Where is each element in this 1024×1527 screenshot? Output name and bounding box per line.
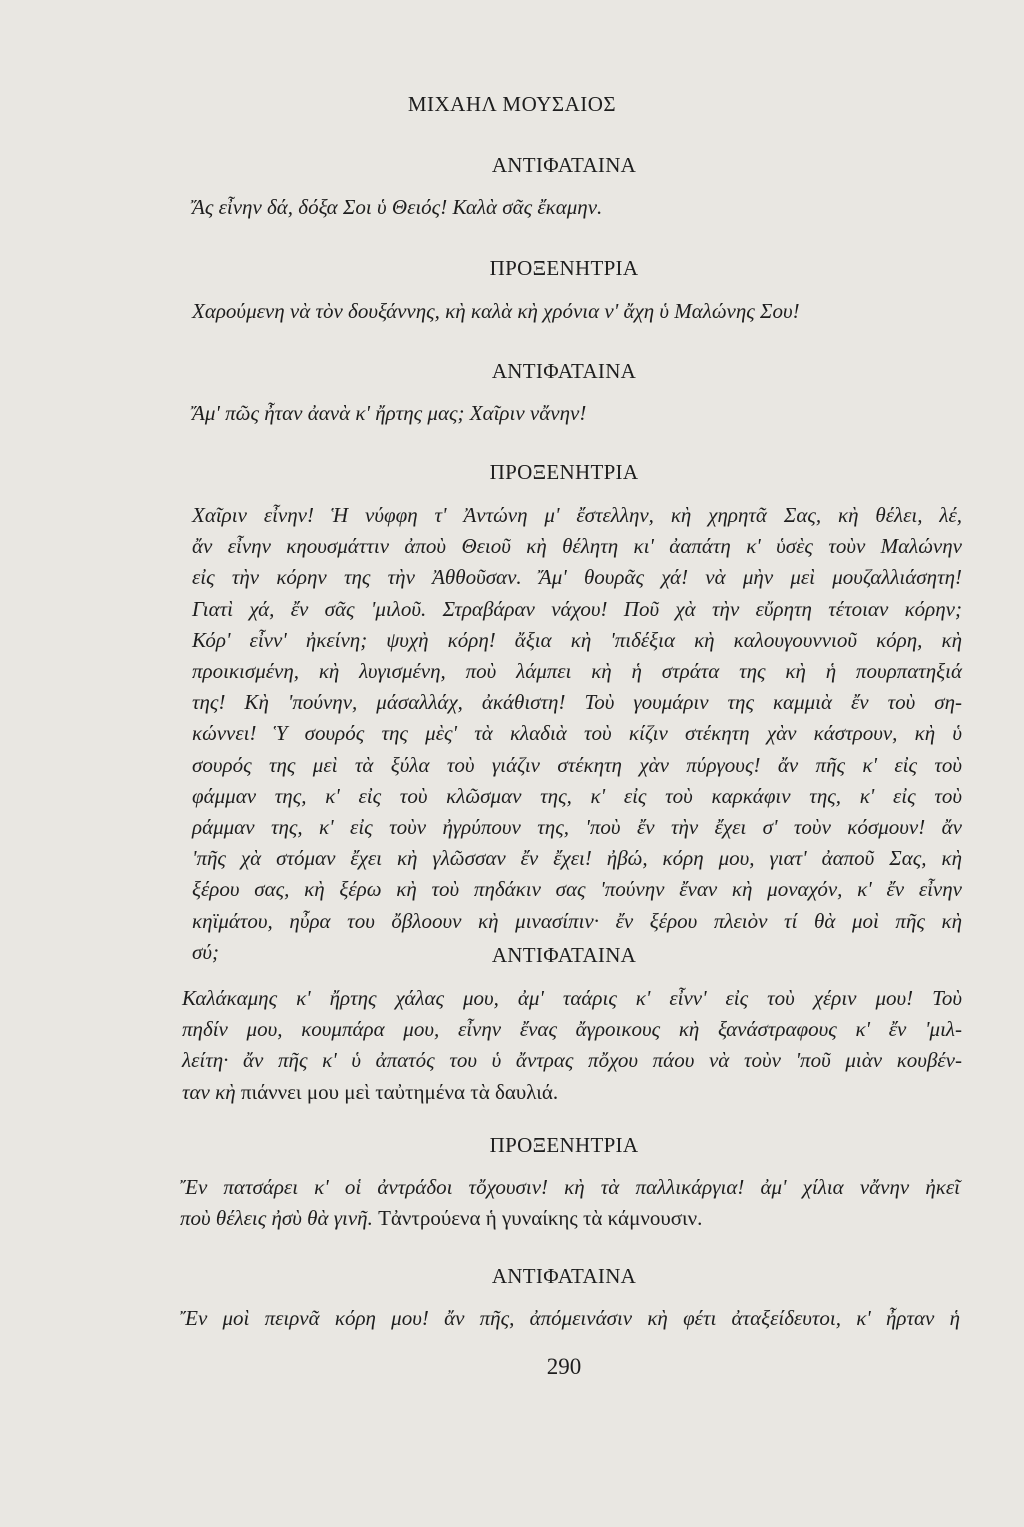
text-line: εἰς τὴν κόρην της τὴν Ἀθθοῦσαν. Ἄμ' θουρᾶς χά! νὰ μὴν μεὶ μουζαλλιάσητη! xyxy=(192,565,962,590)
text-line: Χαρούμενη νὰ τὸν δουξάννης, κὴ καλὰ κὴ χρόνια ν' ἄχη ὑ Μαλώνης Σου! xyxy=(192,299,800,323)
speaker-heading: ΠΡΟΞΕΝΗΤΡΙΑ xyxy=(489,256,639,280)
text-line: ἄν εἶνην κηουσμάττιν ἀποὺ Θειοῦ κὴ θέλητη κι' ἀαπάτη κ' ὑσὲς τοὺν Μαλώνην xyxy=(192,534,962,559)
speech-paragraph xyxy=(192,192,962,223)
text-line: σύ; xyxy=(192,939,219,964)
italic-part: ποὺ θέλεις ἠσὺ θὰ γινῆ. xyxy=(180,1206,379,1231)
italic-part: ταν κὴ xyxy=(182,1079,241,1104)
speech-paragraph xyxy=(192,296,962,327)
text-line: κηϊμάτου, ηὖρα του ὄβλοουν κὴ μινασίπιν· ἔν ξέρου πλειὸν τί θὰ μοὶ πῆς κὴ xyxy=(192,908,962,933)
text-line: Κόρ' εἶνν' ἠκείνη; ψυχὴ κόρη! ἄξια κὴ 'πιδέξια κὴ καλουγουννιοῦ κόρη, κὴ xyxy=(192,627,962,652)
text-line: κώννει! Ὑ σουρός της μὲς' τὰ κλαδιὰ τοὺ κίζιν στέκητη χὰν κάστρουν, κὴ ὑ xyxy=(192,721,962,746)
text-line: προικισμένη, κὴ λυγισμένη, ποὺ λάμπει κὴ ἡ στράτα της κὴ ἡ πουρπατηξιά xyxy=(192,659,962,684)
speaker-heading: ΑΝΤΙΦΑΤΑΙΝΑ xyxy=(491,1264,637,1288)
speech-paragraph xyxy=(192,500,962,968)
text-line: πηδίν μου, κουμπάρα μου, εἶνην ἔνας ἄγροικους κὴ ξανάστραφους κ' ἔν 'μιλ- xyxy=(182,1017,962,1042)
text-line: Ἔν μοὶ πειρνᾶ κόρη μου! ἄν πῆς, ἀπόμεινάσιν κὴ φέτι ἀταξείδευτοι, κ' ἦρταν ἡ xyxy=(180,1306,960,1330)
text-line: σουρός της μεὶ τὰ ξύλα τοὺ γιάζιν στέκητη χὰν πύργους! ἄν πῆς κ' εἰς τοὺ xyxy=(192,752,962,777)
text-line: της! Κὴ 'πούνην, μάσαλλάχ, ἀκάθιστη! Τοὺ γουμάριν της καμμιὰ ἔν τοὺ ση- xyxy=(192,690,962,715)
speech-paragraph xyxy=(182,983,962,1108)
text-line: ράμμαν της, κ' εἰς τοὺν ἠγρύπουν της, 'ποὺ ἔν τὴν ἔχει σ' τοὺν κόσμουν! ἄν xyxy=(192,815,962,840)
speaker-heading: ΑΝΤΙΦΑΤΑΙΝΑ xyxy=(491,153,637,177)
text-line: ξέρου σας, κὴ ξέρω κὴ τοὺ πηδάκιν σας 'πούνην ἔναν κὴ μοναχόν, κ' ἔν εἶνην xyxy=(192,877,962,902)
text-line: Ἄμ' πῶς ἦταν ἀανὰ κ' ἤρτης μας; Χαῖριν νἄνην! xyxy=(192,401,587,425)
text-line: Ἔν πατσάρει κ' οἱ ἀντράδοι τὄχουσιν! κὴ τὰ παλλικάργια! ἀμ' χίλια νἄνην ἠκεῖ xyxy=(180,1175,960,1199)
text-line: λείτη· ἄν πῆς κ' ὑ ἀπατός του ὑ ἄντρας πὄχου πάου νὰ τοὺν 'ποῦ μιὰν κουβέν- xyxy=(182,1048,962,1073)
text-line: Χαῖριν εἶνην! Ἡ νύφφη τ' Ἀντώνη μ' ἔστελλην, κὴ χηρητᾶ Σας, κὴ θέλει, λέ, xyxy=(192,503,962,527)
text-line: Γιατὶ χά, ἔν σᾶς 'μιλοῦ. Στραβάραν νάχου! Ποῦ χὰ τὴν εὔρητη τέτοιαν κόρην; xyxy=(192,596,962,621)
text-line: φάμμαν της, κ' εἰς τοὺ κλῶσμαν της, κ' εἰς τοὺ καρκάφιν της, κ' εἰς τοὺ xyxy=(192,783,962,808)
text-line xyxy=(182,1077,962,1108)
text-line: Ἄς εἶνην δά, δόξα Σοι ὑ Θειός! Καλὰ σᾶς ἔκαμην. xyxy=(192,195,603,219)
speech-paragraph xyxy=(192,398,962,429)
text-line: 'πῆς χὰ στόμαν ἔχει κὴ γλῶσσαν ἔν ἔχει! ἠβώ, κόρη μου, γιατ' ἀαποῦ Σας, κὴ xyxy=(192,846,962,871)
upright-text: πιάννει μου μεὶ ταὐτημένα τὰ δαυλιά. xyxy=(240,1079,559,1104)
speech-paragraph xyxy=(180,1172,960,1234)
speaker-heading: ΠΡΟΞΕΝΗΤΡΙΑ xyxy=(489,460,639,484)
speaker-heading: ΑΝΤΙΦΑΤΑΙΝΑ xyxy=(491,359,637,383)
text-line xyxy=(180,1203,960,1234)
page-number: 290 xyxy=(546,1354,582,1379)
speaker-heading: ΑΝΤΙΦΑΤΑΙΝΑ xyxy=(491,943,637,967)
text-line: Καλάκαμης κ' ἤρτης χάλας μου, ἀμ' ταάρις κ' εἶνν' εἰς τοὺ χέριν μου! Τοὺ xyxy=(182,986,962,1010)
speech-paragraph xyxy=(180,1303,960,1334)
running-head: ΜΙΧΑΗΛ ΜΟΥΣΑΙΟΣ xyxy=(407,92,617,116)
upright-text: Τἀντρούενα ἡ γυναίκης τὰ κάμνουσιν. xyxy=(378,1206,703,1231)
speaker-heading: ΠΡΟΞΕΝΗΤΡΙΑ xyxy=(489,1133,639,1157)
